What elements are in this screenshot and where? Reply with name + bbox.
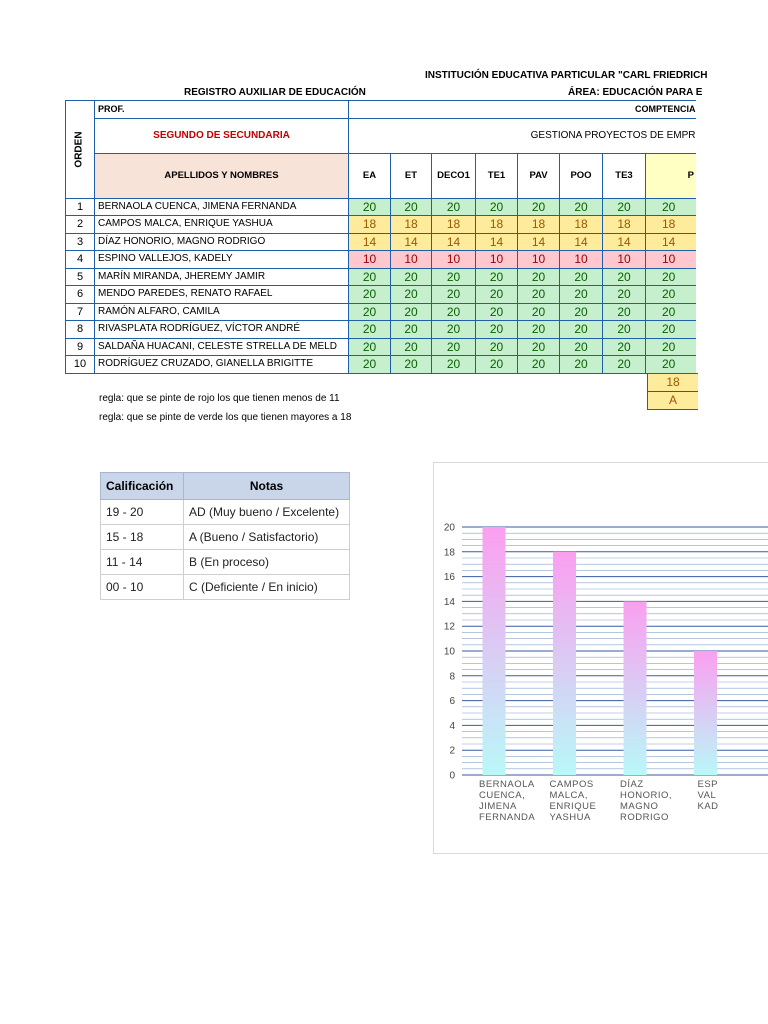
grade-cell: 20 (349, 321, 391, 339)
grade-cell: 20 (560, 303, 603, 321)
grading-range: 11 - 14 (101, 550, 184, 575)
bar (483, 527, 506, 775)
competencia-label: COMPTENCIA (349, 101, 696, 119)
x-category-label: JIMENA (479, 801, 517, 812)
grade-cell: 10 (603, 251, 646, 269)
grade-cell: 20 (518, 356, 560, 374)
grade-cell: 20 (432, 321, 476, 339)
student-order: 9 (66, 338, 95, 356)
student-name: RAMÓN ALFARO, CAMILA (95, 303, 349, 321)
grade-cell: 20 (476, 321, 518, 339)
grade-cell: 20 (560, 356, 603, 374)
grade-cell: 20 (349, 268, 391, 286)
x-category-label: BERNAOLA (479, 779, 535, 790)
student-order: 5 (66, 268, 95, 286)
grade-cell: 20 (518, 321, 560, 339)
grade-cell: 10 (518, 251, 560, 269)
student-name: MENDO PAREDES, RENATO RAFAEL (95, 286, 349, 304)
grading-header-notes: Notas (184, 473, 350, 500)
student-row (66, 356, 696, 374)
summary-letter: A (647, 391, 698, 410)
grade-cell: 14 (432, 233, 476, 251)
grade-cell: 20 (391, 338, 432, 356)
grade-cell: 20 (391, 356, 432, 374)
col-header-te1: TE1 (476, 153, 518, 198)
student-name: ESPINO VALLEJOS, KADELY (95, 251, 349, 269)
y-tick-label: 8 (449, 671, 455, 683)
grade-cell: 20 (646, 356, 696, 374)
summary-average: 18 (647, 373, 698, 392)
col-header-et: ET (391, 153, 432, 198)
y-tick-label: 16 (443, 572, 455, 584)
grade-cell: 20 (518, 338, 560, 356)
x-category-label: ESP (697, 779, 719, 790)
x-category-label: DÍAZ (620, 779, 644, 790)
rule-red: regla: que se pinte de rojo los que tienen menos de 11 (99, 393, 340, 404)
x-category-label: MALCA, (549, 790, 588, 801)
grade-cell: 20 (476, 356, 518, 374)
y-tick-label: 4 (449, 720, 455, 732)
student-order: 1 (66, 198, 95, 216)
col-header-deco1: DECO1 (432, 153, 476, 198)
student-name: CAMPOS MALCA, ENRIQUE YASHUA (95, 216, 349, 234)
x-category-label: FERNANDA (479, 812, 536, 823)
grade-cell: 20 (432, 286, 476, 304)
orden-label: ORDEN (74, 130, 85, 168)
student-name: RIVASPLATA RODRÍGUEZ, VÍCTOR ANDRÉ (95, 321, 349, 339)
grade-cell: 20 (560, 338, 603, 356)
grading-note: AD (Muy bueno / Excelente) (184, 500, 350, 525)
competencia-text: GESTIONA PROYECTOS DE EMPR (349, 118, 696, 153)
grade-cell: 20 (603, 198, 646, 216)
grade-cell: 20 (349, 303, 391, 321)
grade-cell: 20 (603, 356, 646, 374)
y-tick-label: 14 (443, 596, 455, 608)
col-header-ea: EA (349, 153, 391, 198)
grade-cell: 14 (560, 233, 603, 251)
y-tick-label: 0 (449, 770, 455, 782)
institution-title: INSTITUCIÓN EDUCATIVA PARTICULAR "CARL FRIEDRICH (425, 70, 708, 81)
grading-row (101, 500, 350, 525)
x-category-label: RODRIGO (620, 812, 669, 823)
student-row (66, 198, 696, 216)
grade-cell: 20 (349, 356, 391, 374)
y-tick-label: 2 (449, 745, 455, 757)
grade-cell: 20 (391, 268, 432, 286)
x-category-label: CUENCA, (479, 790, 526, 801)
grading-row (101, 550, 350, 575)
x-category-label: ENRIQUE (549, 801, 597, 812)
student-name: BERNAOLA CUENCA, JIMENA FERNANDA (95, 198, 349, 216)
grade-cell: 20 (432, 356, 476, 374)
student-row (66, 233, 696, 251)
grade-cell: 20 (391, 286, 432, 304)
grading-note: B (En proceso) (184, 550, 350, 575)
bar (694, 651, 717, 775)
x-category-label: KAD (697, 801, 719, 812)
grade-cell: 10 (560, 251, 603, 269)
grade-cell: 18 (391, 216, 432, 234)
col-header-poo: POO (560, 153, 603, 198)
student-name: SALDAÑA HUACANI, CELESTE STRELLA DE MELD (95, 338, 349, 356)
y-tick-label: 20 (443, 522, 455, 534)
grade-cell: 20 (432, 268, 476, 286)
student-row (66, 321, 696, 339)
x-category-label: VAL (697, 790, 717, 801)
student-row (66, 216, 696, 234)
grading-note: C (Deficiente / En inicio) (184, 575, 350, 600)
student-row (66, 268, 696, 286)
x-category-label: HONORIO, (620, 790, 673, 801)
grade-cell: 10 (646, 251, 696, 269)
student-name: MARÍN MIRANDA, JHEREMY JAMIR (95, 268, 349, 286)
col-header-pav: PAV (518, 153, 560, 198)
grade-cell: 18 (518, 216, 560, 234)
grade-cell: 20 (349, 338, 391, 356)
grade-cell: 20 (646, 198, 696, 216)
grade-cell: 20 (391, 198, 432, 216)
student-name: DÍAZ HONORIO, MAGNO RODRIGO (95, 233, 349, 251)
grade-cell: 20 (646, 338, 696, 356)
grade-cell: 20 (646, 268, 696, 286)
grades-chart (433, 462, 768, 854)
grade-cell: 20 (518, 268, 560, 286)
y-tick-label: 12 (443, 621, 455, 633)
col-header-p-label: P (687, 169, 694, 181)
names-header: APELLIDOS Y NOMBRES (95, 153, 349, 198)
grade-cell: 20 (603, 338, 646, 356)
grade-cell: 20 (603, 268, 646, 286)
grade-cell: 14 (391, 233, 432, 251)
grade-cell: 20 (349, 286, 391, 304)
student-row (66, 251, 696, 269)
grade-cell: 18 (646, 216, 696, 234)
grade-cell: 20 (476, 198, 518, 216)
grade-cell: 20 (476, 303, 518, 321)
col-header-p (646, 153, 696, 198)
rule-green: regla: que se pinte de verde los que tienen mayores a 18 (99, 412, 352, 423)
grade-cell: 20 (603, 303, 646, 321)
grade-cell: 20 (646, 286, 696, 304)
student-order: 3 (66, 233, 95, 251)
grade-cell: 20 (560, 268, 603, 286)
grade-cell: 10 (391, 251, 432, 269)
bar-chart-svg (434, 463, 768, 853)
student-order: 2 (66, 216, 95, 234)
grading-note: A (Bueno / Satisfactorio) (184, 525, 350, 550)
student-order: 10 (66, 356, 95, 374)
grading-range: 15 - 18 (101, 525, 184, 550)
grade-cell: 14 (646, 233, 696, 251)
grade-cell: 20 (646, 303, 696, 321)
grading-range: 19 - 20 (101, 500, 184, 525)
grade-cell: 20 (560, 198, 603, 216)
grade-cell: 20 (432, 198, 476, 216)
grade-cell: 20 (646, 321, 696, 339)
y-tick-label: 10 (443, 646, 455, 658)
y-tick-label: 6 (449, 696, 455, 708)
grade-cell: 20 (476, 286, 518, 304)
x-category-label: YASHUA (549, 812, 591, 823)
grade-cell: 20 (349, 198, 391, 216)
y-tick-label: 18 (443, 547, 455, 559)
grade-cell: 20 (518, 286, 560, 304)
grade-cell: 18 (476, 216, 518, 234)
grade-cell: 20 (391, 321, 432, 339)
student-row (66, 303, 696, 321)
register-title: REGISTRO AUXILIAR DE EDUCACIÓN (184, 87, 366, 98)
grade-cell: 18 (349, 216, 391, 234)
grade-cell: 20 (560, 286, 603, 304)
grade-cell: 20 (432, 303, 476, 321)
x-category-label: MAGNO (620, 801, 659, 812)
x-category-label: CAMPOS (549, 779, 594, 790)
student-name: RODRÍGUEZ CRUZADO, GIANELLA BRIGITTE (95, 356, 349, 374)
grade-cell: 20 (518, 303, 560, 321)
grade-cell: 10 (476, 251, 518, 269)
bar (624, 601, 647, 775)
grade-cell: 20 (432, 338, 476, 356)
grade-cell: 20 (391, 303, 432, 321)
grading-row (101, 575, 350, 600)
grade-sheet (65, 100, 696, 374)
grading-header-range: Calificación (101, 473, 184, 500)
grade-cell: 20 (476, 338, 518, 356)
grade-cell: 10 (349, 251, 391, 269)
grade-cell: 14 (518, 233, 560, 251)
student-order: 8 (66, 321, 95, 339)
grade-cell: 20 (560, 321, 603, 339)
grading-table (100, 472, 350, 600)
bar (553, 552, 576, 775)
grade-cell: 14 (476, 233, 518, 251)
student-order: 4 (66, 251, 95, 269)
student-order: 7 (66, 303, 95, 321)
grading-range: 00 - 10 (101, 575, 184, 600)
grade-cell: 20 (603, 286, 646, 304)
grade-cell: 20 (518, 198, 560, 216)
prof-label: PROF. (95, 101, 349, 119)
area-title: ÁREA: EDUCACIÓN PARA E (568, 87, 703, 98)
col-header-te3: TE3 (603, 153, 646, 198)
student-row (66, 338, 696, 356)
student-order: 6 (66, 286, 95, 304)
grade-cell: 20 (603, 321, 646, 339)
student-row (66, 286, 696, 304)
grade-cell: 18 (432, 216, 476, 234)
grade-cell: 10 (432, 251, 476, 269)
grade-cell: 14 (603, 233, 646, 251)
grade-cell: 18 (560, 216, 603, 234)
grade-cell: 14 (349, 233, 391, 251)
grade-cell: 20 (476, 268, 518, 286)
grading-row (101, 525, 350, 550)
grade-level: SEGUNDO DE SECUNDARIA (95, 118, 349, 153)
grade-cell: 18 (603, 216, 646, 234)
